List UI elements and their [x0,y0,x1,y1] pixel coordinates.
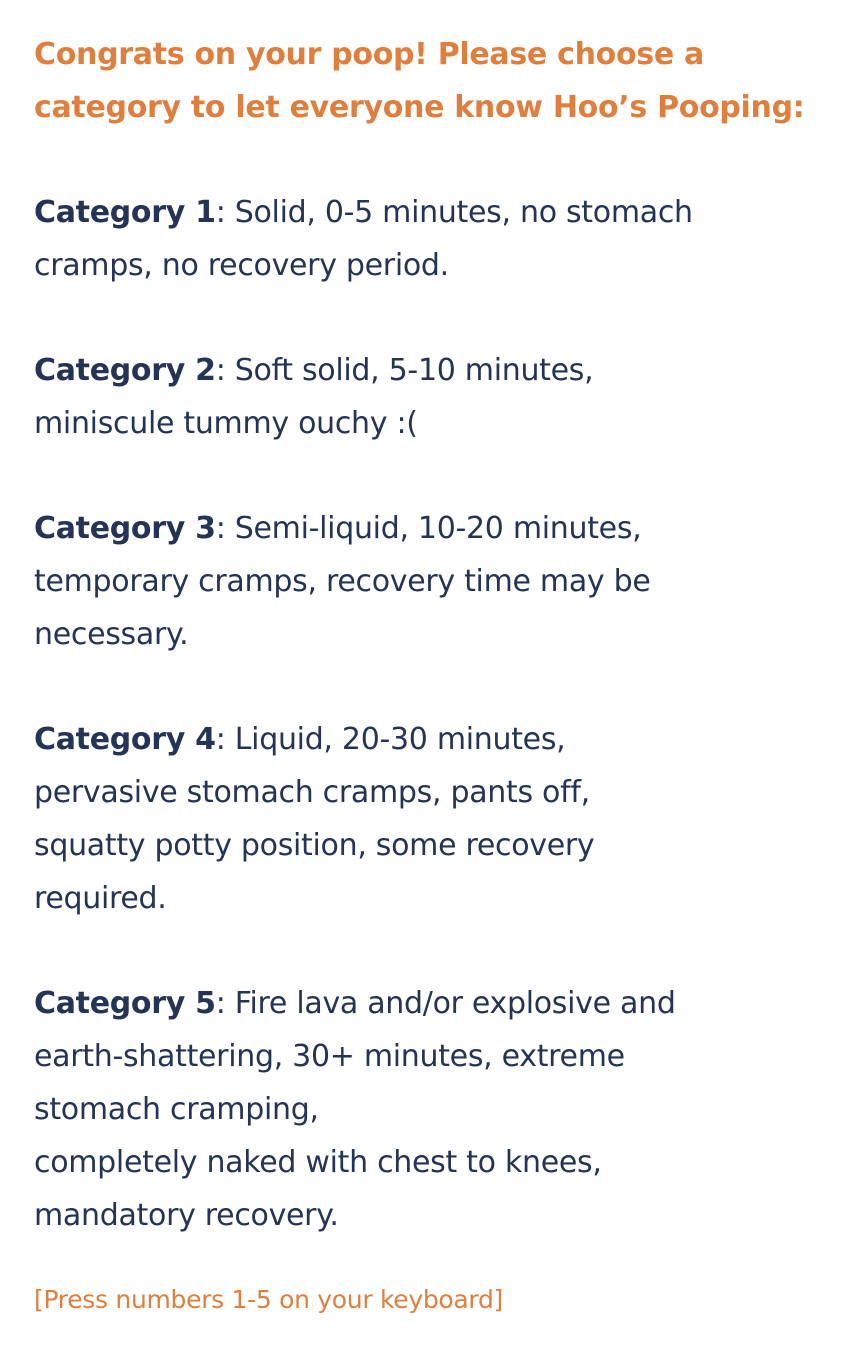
category-3-line-2: temporary cramps, recovery time may be [34,564,651,599]
category-3-label: Category 3 [34,511,216,546]
category-4-description: Category 4: Liquid, 20-30 minutes, pervasive stomach cramps, pants off, squatty potty position, some recovery required. [34,722,595,916]
category-3-line-1: Semi-liquid, 10-20 minutes, [234,511,642,546]
category-3-description: Category 3: Semi-liquid, 10-20 minutes, temporary cramps, recovery time may be necessary. [34,511,651,652]
category-2-label: Category 2 [34,353,216,388]
category-1-line-2: cramps, no recovery period. [34,248,449,283]
keyboard-hint: [Press numbers 1-5 on your keyboard] [34,1285,503,1314]
category-1-line-1: Solid, 0-5 minutes, no stomach [234,195,693,230]
category-4-line-3: squatty potty position, some recovery [34,828,595,863]
category-2-line-2: miniscule tummy ouchy :( [34,406,418,441]
category-1-description: Category 1: Solid, 0-5 minutes, no stomach cramps, no recovery period. [34,195,693,283]
title-line-1: Congrats on your poop! Please choose a [34,37,704,72]
category-5-line-3: stomach cramping, [34,1092,319,1127]
category-5-line-2: earth-shattering, 30+ minutes, extreme [34,1039,625,1074]
category-4-line-4: required. [34,881,167,916]
category-5-line-5: mandatory recovery. [34,1198,339,1233]
category-5-description: Category 5: Fire lava and/or explosive and earth-shattering, 30+ minutes, extreme stomach cramping, completely naked with chest to knees, mandatory recovery. [34,986,676,1233]
category-5-label: Category 5 [34,986,216,1021]
category-5-line-4: completely naked with chest to knees, [34,1145,602,1180]
category-2-description: Category 2: Soft solid, 5-10 minutes, miniscule tummy ouchy :( [34,353,594,441]
category-prompt [34,28,834,1242]
category-4-line-1: Liquid, 20-30 minutes, [234,722,566,757]
category-4-label: Category 4 [34,722,216,757]
category-5-line-1: Fire lava and/or explosive and [234,986,676,1021]
category-3-line-3: necessary. [34,617,189,652]
category-2-line-1: Soft solid, 5-10 minutes, [234,353,594,388]
title-line-2: category to let everyone know Hoo’s Pooping: [34,90,805,125]
category-4-line-2: pervasive stomach cramps, pants off, [34,775,590,810]
category-1-label: Category 1 [34,195,216,230]
page-title [34,28,834,134]
